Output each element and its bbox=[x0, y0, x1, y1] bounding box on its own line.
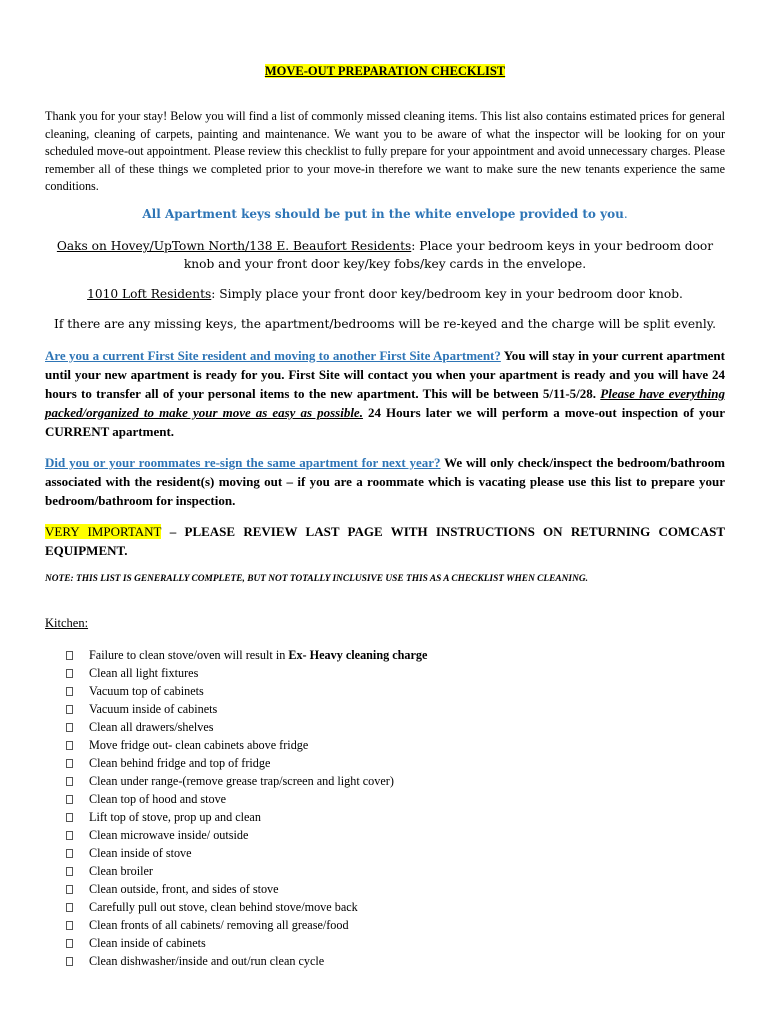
checklist-item-label: Vacuum inside of cabinets bbox=[89, 702, 218, 716]
checklist-item bbox=[66, 754, 706, 772]
checklist-item bbox=[66, 736, 706, 754]
oaks-label: Oaks on Hovey/UpTown North/138 E. Beaufort Residents bbox=[56, 239, 412, 253]
checklist-item bbox=[66, 862, 706, 880]
checklist-item bbox=[66, 952, 706, 970]
checkbox-icon[interactable] bbox=[66, 849, 73, 858]
checklist-item-label: Clean inside of stove bbox=[89, 846, 192, 860]
oaks-instructions bbox=[45, 237, 725, 273]
checklist-item bbox=[66, 682, 706, 700]
checkbox-icon[interactable] bbox=[66, 957, 73, 966]
checklist-item-label: Move fridge out- clean cabinets above fridge bbox=[89, 738, 309, 752]
checklist-item: Failure to clean stove/oven will result in Ex- Heavy cleaning charge bbox=[66, 646, 706, 664]
checkbox-icon[interactable] bbox=[66, 921, 73, 930]
checklist-item-label: Lift top of stove, prop up and clean bbox=[89, 810, 261, 824]
checklist-item-label: Clean microwave inside/ outside bbox=[89, 828, 249, 842]
current-resident-paragraph: Are you a current First Site resident and moving to another First Site Apartment? You will stay in your current apartment until your new apartment is ready for you. First Site will contact you when your apartment is ready and you will have 24 hours to transfer all of your personal items to the new apartment. This will be between 5/11-5/28. Please have everything packed/organized to make your move as easy as possible. 24 Hours later we will perform a move-out inspection of your CURRENT apartment. bbox=[45, 348, 725, 439]
checkbox-icon[interactable] bbox=[66, 759, 73, 768]
checklist-item-label: Carefully pull out stove, clean behind stove/move back bbox=[89, 900, 358, 914]
loft-label: 1010 Loft Residents bbox=[87, 287, 212, 301]
checklist-item bbox=[66, 808, 706, 826]
checkbox-icon[interactable] bbox=[66, 867, 73, 876]
checkbox-icon[interactable] bbox=[66, 831, 73, 840]
checklist-item-label: Clean under range-(remove grease trap/screen and light cover) bbox=[89, 774, 394, 788]
checklist-item-label: Clean all drawers/shelves bbox=[89, 720, 214, 734]
checklist-item-label: Vacuum top of cabinets bbox=[89, 684, 204, 698]
checkbox-icon[interactable] bbox=[66, 813, 73, 822]
keys-heading: All Apartment keys should be put in the white envelope provided to you. bbox=[142, 207, 628, 221]
checkbox-icon[interactable] bbox=[66, 903, 73, 912]
document-title: MOVE-OUT PREPARATION CHECKLIST bbox=[264, 64, 506, 78]
checklist-item bbox=[66, 664, 706, 682]
checklist-item bbox=[66, 700, 706, 718]
checklist-item-label: Clean all light fixtures bbox=[89, 666, 199, 680]
checkbox-icon[interactable] bbox=[66, 777, 73, 786]
note-text: NOTE: THIS LIST IS GENERALLY COMPLETE, BUT NOT TOTALLY INCLUSIVE USE THIS AS A CHECKLIST WHEN CLEANING. bbox=[45, 574, 588, 584]
loft-instructions bbox=[45, 285, 725, 303]
kitchen-checklist bbox=[66, 646, 706, 970]
current-resident-question[interactable]: Are you a current First Site resident and moving to another First Site Apartment? bbox=[45, 348, 501, 363]
checklist-item bbox=[66, 898, 706, 916]
missing-keys-note: If there are any missing keys, the apartment/bedrooms will be re-keyed and the charge will be split evenly. bbox=[54, 317, 716, 331]
very-important-paragraph: VERY IMPORTANT – PLEASE REVIEW LAST PAGE WITH INSTRUCTIONS ON RETURNING COMCAST EQUIPMENT. bbox=[45, 524, 725, 558]
very-important-label: VERY IMPORTANT bbox=[45, 524, 162, 539]
checklist-item bbox=[66, 880, 706, 898]
checkbox-icon[interactable] bbox=[66, 723, 73, 732]
checklist-item bbox=[66, 934, 706, 952]
checkbox-icon[interactable] bbox=[66, 687, 73, 696]
checklist-item-label: Clean dishwasher/inside and out/run clean cycle bbox=[89, 954, 325, 968]
checkbox-icon[interactable] bbox=[66, 651, 73, 660]
checkbox-icon[interactable] bbox=[66, 741, 73, 750]
checklist-item-label: Clean fronts of all cabinets/ removing all grease/food bbox=[89, 918, 349, 932]
checklist-item bbox=[66, 718, 706, 736]
checklist-item bbox=[66, 916, 706, 934]
checkbox-icon[interactable] bbox=[66, 669, 73, 678]
checklist-item bbox=[66, 826, 706, 844]
checklist-item bbox=[66, 790, 706, 808]
checklist-item-label: Clean outside, front, and sides of stove bbox=[89, 882, 279, 896]
checklist-item bbox=[66, 772, 706, 790]
checklist-item bbox=[66, 844, 706, 862]
checkbox-icon[interactable] bbox=[66, 939, 73, 948]
loft-text: : Simply place your front door key/bedroom key in your bedroom door knob. bbox=[211, 287, 683, 301]
checklist-item-label: Clean behind fridge and top of fridge bbox=[89, 756, 271, 770]
resign-question[interactable]: Did you or your roommates re-sign the same apartment for next year? bbox=[45, 455, 441, 470]
checkbox-icon[interactable] bbox=[66, 795, 73, 804]
checklist-item-label: Clean inside of cabinets bbox=[89, 936, 206, 950]
oaks-text: : Place your bedroom keys in your bedroom door knob and your front door key/key fobs/key cards in the envelope. bbox=[183, 239, 714, 271]
resign-paragraph: Did you or your roommates re-sign the same apartment for next year? We will only check/inspect the bedroom/bathroom associated with the resident(s) moving out – if you are a roommate which is vacating please use this list to prepare your bedroom/bathroom for inspection. bbox=[45, 455, 725, 508]
kitchen-heading: Kitchen: bbox=[45, 616, 89, 630]
checkbox-icon[interactable] bbox=[66, 885, 73, 894]
checklist-item-label: Clean broiler bbox=[89, 864, 153, 878]
checklist-item-label: Clean top of hood and stove bbox=[89, 792, 227, 806]
intro-paragraph: Thank you for your stay! Below you will find a list of commonly missed cleaning items. This list also contains estimated prices for general cleaning, cleaning of carpets, painting and maintenance. We want you to be aware of what the inspector will be looking for on your scheduled move-out appointment. Please review this checklist to fully prepare for your appointment and avoid unnecessary charges. Please remember all of these things we completed prior to your move-in therefore we want to make sure the new tenants experience the same conditions. bbox=[45, 109, 725, 194]
checkbox-icon[interactable] bbox=[66, 705, 73, 714]
